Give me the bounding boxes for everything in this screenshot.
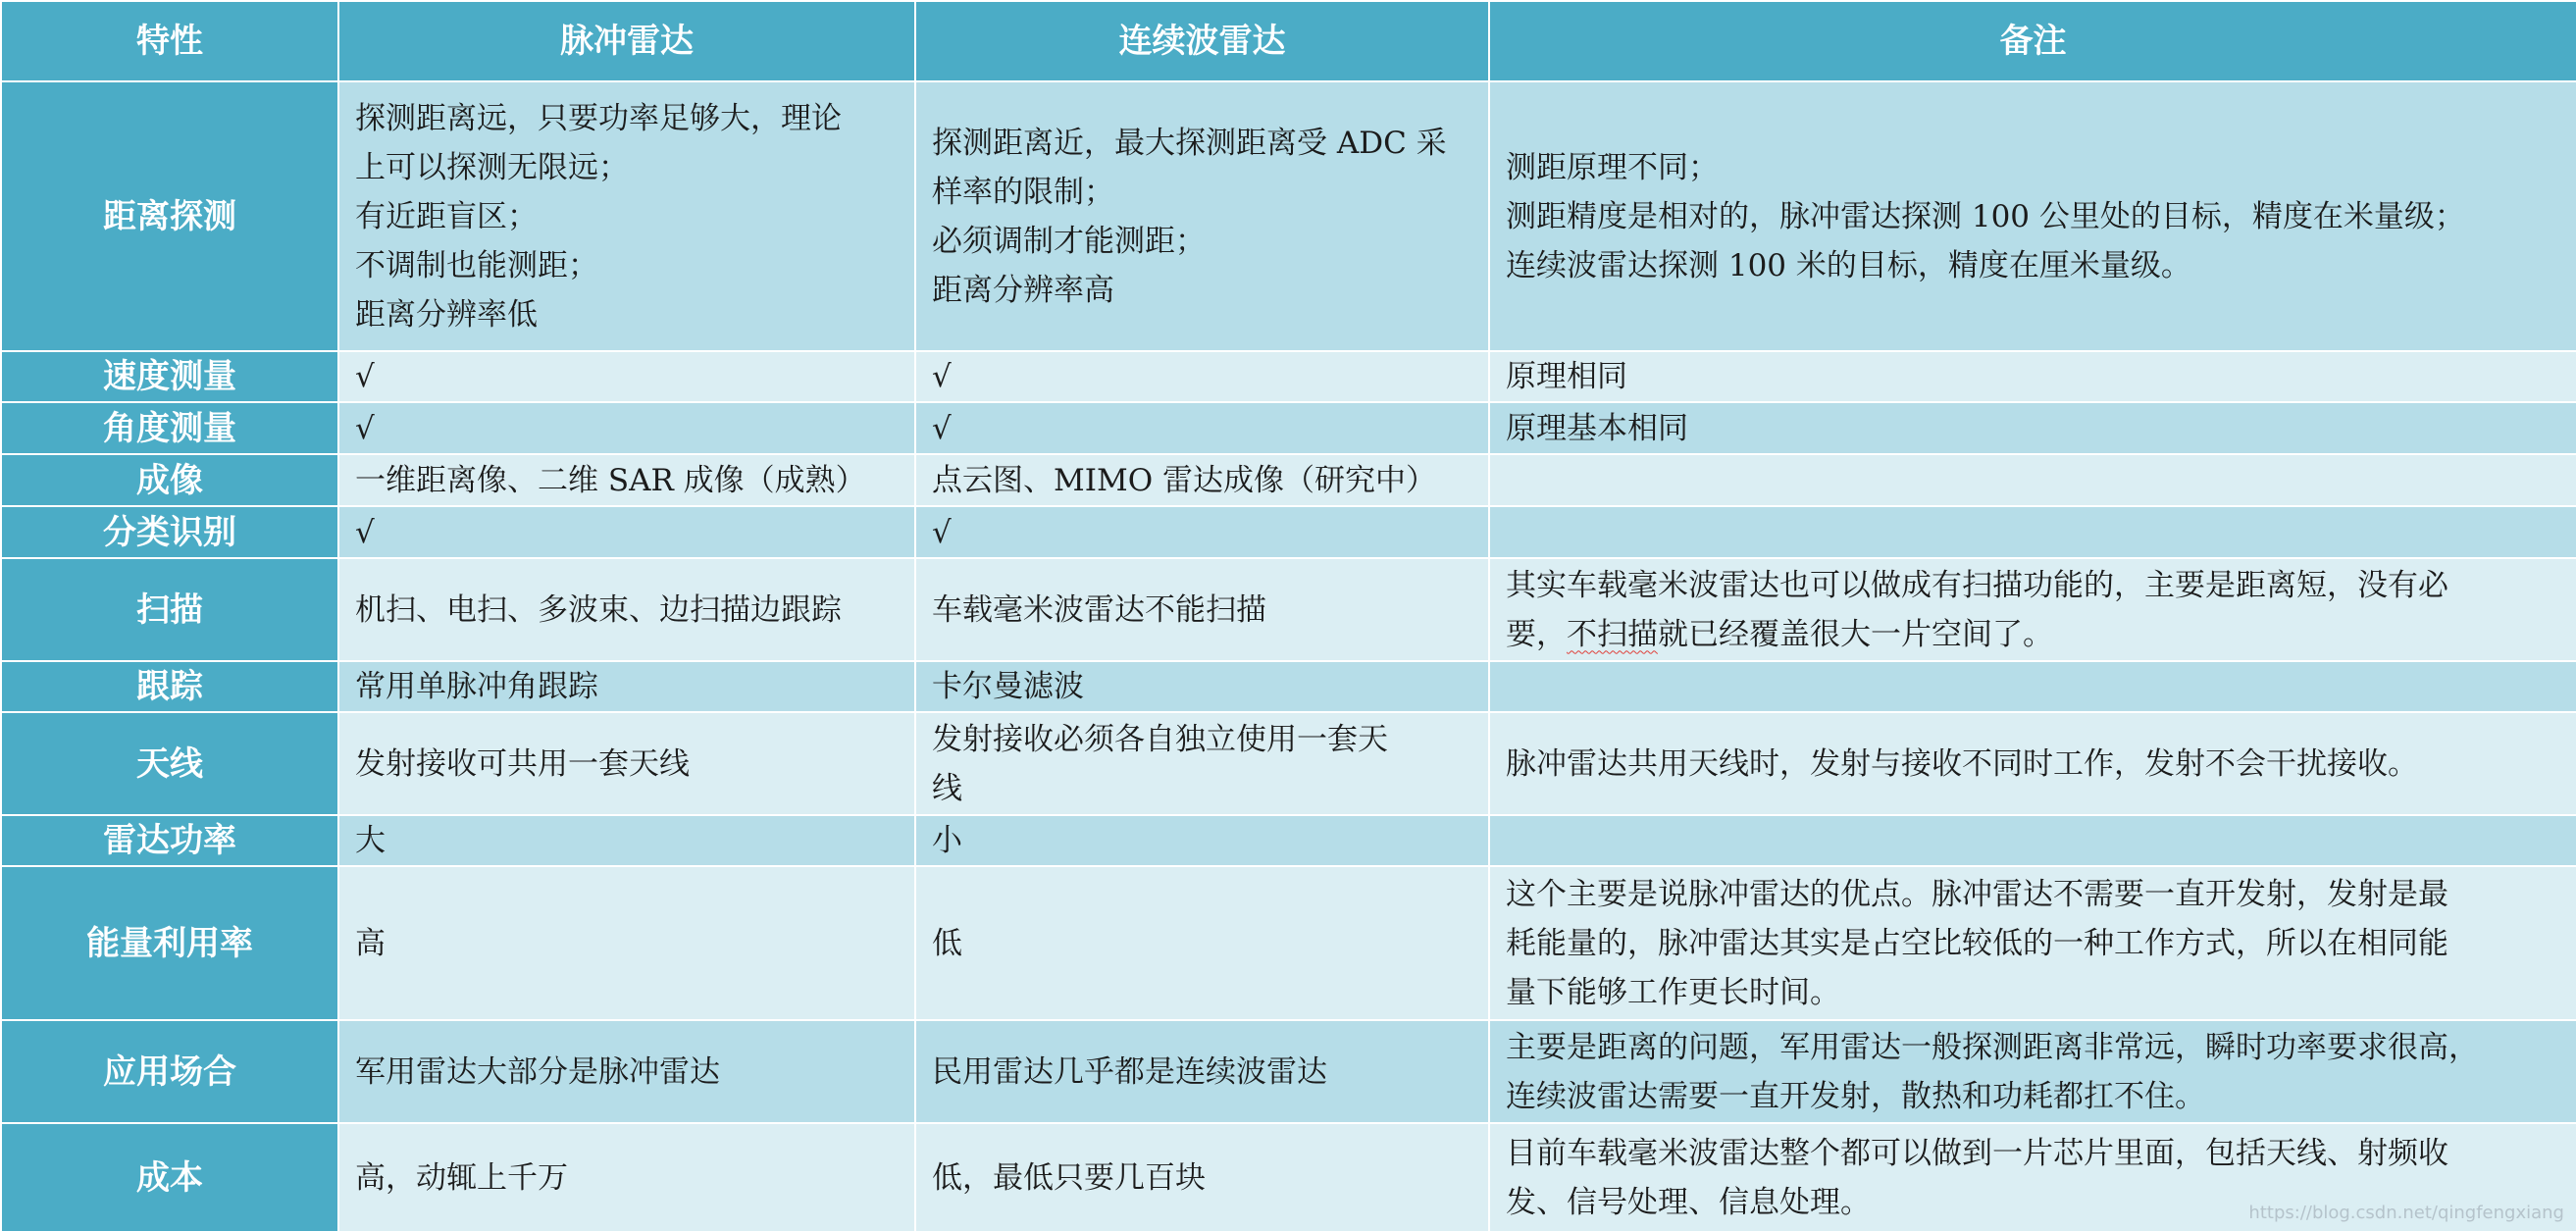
table-body [1,81,2576,1231]
table-row [1,81,2576,351]
table-row [1,454,2576,506]
table-header-row [1,1,2576,81]
row-pulse-cell: 机扫、电扫、多波束、边扫描边跟踪 [338,558,915,661]
header-pulse-radar: 脉冲雷达 [338,1,915,81]
row-note-cell [1489,81,2576,351]
row-cw-cell: 低 [915,866,1489,1020]
row-note-cell [1489,1020,2576,1123]
cell-line: 样率的限制； [932,174,1114,210]
row-cw-cell: 卡尔曼滤波 [915,661,1489,712]
table-row [1,1020,2576,1123]
row-cw-cell: 民用雷达几乎都是连续波雷达 [915,1020,1489,1123]
row-pulse-cell: 军用雷达大部分是脉冲雷达 [338,1020,915,1123]
table-row [1,866,2576,1020]
cell-line: 连续波雷达需要一直开发射，散热和功耗都扛不住。 [1506,1078,2205,1114]
header-feature: 特性 [1,1,338,81]
row-note-cell [1489,506,2576,558]
table-row [1,402,2576,454]
header-notes: 备注 [1489,1,2576,81]
cell-line: 要，不扫描就已经覆盖很大一片空间了。 [1506,616,2053,652]
row-note-cell: 原理基本相同 [1489,402,2576,454]
table-row [1,506,2576,558]
row-feature: 雷达功率 [1,815,338,866]
row-cw-cell: 低，最低只要几百块 [915,1123,1489,1231]
table-row [1,815,2576,866]
cell-line: 不调制也能测距； [355,247,598,283]
row-pulse-cell: 高，动辄上千万 [338,1123,915,1231]
cell-line: 必须调制才能测距； [932,223,1206,259]
header-cw-radar: 连续波雷达 [915,1,1489,81]
row-pulse-cell: 高 [338,866,915,1020]
row-note-cell [1489,866,2576,1020]
cell-line: 耗能量的，脉冲雷达其实是占空比较低的一种工作方式，所以在相同能 [1506,925,2448,961]
row-pulse-cell [338,81,915,351]
row-feature: 天线 [1,712,338,815]
row-cw-cell [915,712,1489,815]
cell-line: 发、信号处理、信息处理。 [1506,1184,1871,1220]
row-pulse-cell: √ [338,506,915,558]
cell-line: 量下能够工作更长时间。 [1506,974,1840,1010]
table-row [1,1123,2576,1231]
row-feature: 成本 [1,1123,338,1231]
row-feature: 分类识别 [1,506,338,558]
row-note-cell [1489,661,2576,712]
row-feature: 角度测量 [1,402,338,454]
cell-line: 目前车载毫米波雷达整个都可以做到一片芯片里面，包括天线、射频收 [1506,1135,2448,1171]
table-row [1,661,2576,712]
row-note-cell [1489,454,2576,506]
cell-line: 距离分辨率低 [355,296,538,333]
table-row [1,351,2576,402]
cell-line: 测距精度是相对的，脉冲雷达探测 100 公里处的目标，精度在米量级； [1506,198,2465,234]
row-feature: 扫描 [1,558,338,661]
cell-line: 距离分辨率高 [932,272,1114,308]
row-feature: 跟踪 [1,661,338,712]
row-feature: 距离探测 [1,81,338,351]
row-pulse-cell: √ [338,402,915,454]
table-row [1,558,2576,661]
row-pulse-cell: 大 [338,815,915,866]
cell-line: 探测距离远，只要功率足够大，理论 [355,100,842,136]
table-row [1,712,2576,815]
cell-line: 其实车载毫米波雷达也可以做成有扫描功能的，主要是距离短，没有必 [1506,567,2448,603]
row-feature: 应用场合 [1,1020,338,1123]
cell-line: 主要是距离的问题，军用雷达一般探测距离非常远，瞬时功率要求很高， [1506,1029,2479,1065]
row-cw-cell: √ [915,402,1489,454]
cell-line: 连续波雷达探测 100 米的目标，精度在厘米量级。 [1506,247,2191,283]
row-pulse-cell: √ [338,351,915,402]
cell-line: 线 [932,770,962,806]
watermark: https://blog.csdn.net/qingfengxiang [2248,1203,2564,1223]
cell-line: 测距原理不同； [1506,149,1719,185]
cell-line: 发射接收必须各自独立使用一套天 [932,721,1388,757]
cell-line: 有近距盲区； [355,198,538,234]
row-cw-cell: 小 [915,815,1489,866]
row-feature: 能量利用率 [1,866,338,1020]
cell-line: 这个主要是说脉冲雷达的优点。脉冲雷达不需要一直开发射，发射是最 [1506,876,2448,912]
row-pulse-cell: 一维距离像、二维 SAR 成像（成熟） [338,454,915,506]
spellcheck-underline: 不扫描 [1567,616,1658,652]
row-cw-cell: √ [915,351,1489,402]
row-feature: 速度测量 [1,351,338,402]
row-note-cell [1489,558,2576,661]
row-feature: 成像 [1,454,338,506]
cell-line: 探测距离近，最大探测距离受 ADC 采 [932,125,1447,161]
row-cw-cell: √ [915,506,1489,558]
row-cw-cell [915,81,1489,351]
row-note-cell: 原理相同 [1489,351,2576,402]
cell-line: 上可以探测无限远； [355,149,629,185]
row-note-cell: 脉冲雷达共用天线时，发射与接收不同时工作，发射不会干扰接收。 [1489,712,2576,815]
row-pulse-cell: 发射接收可共用一套天线 [338,712,915,815]
row-cw-cell: 车载毫米波雷达不能扫描 [915,558,1489,661]
row-pulse-cell: 常用单脉冲角跟踪 [338,661,915,712]
row-cw-cell: 点云图、MIMO 雷达成像（研究中） [915,454,1489,506]
row-note-cell [1489,815,2576,866]
